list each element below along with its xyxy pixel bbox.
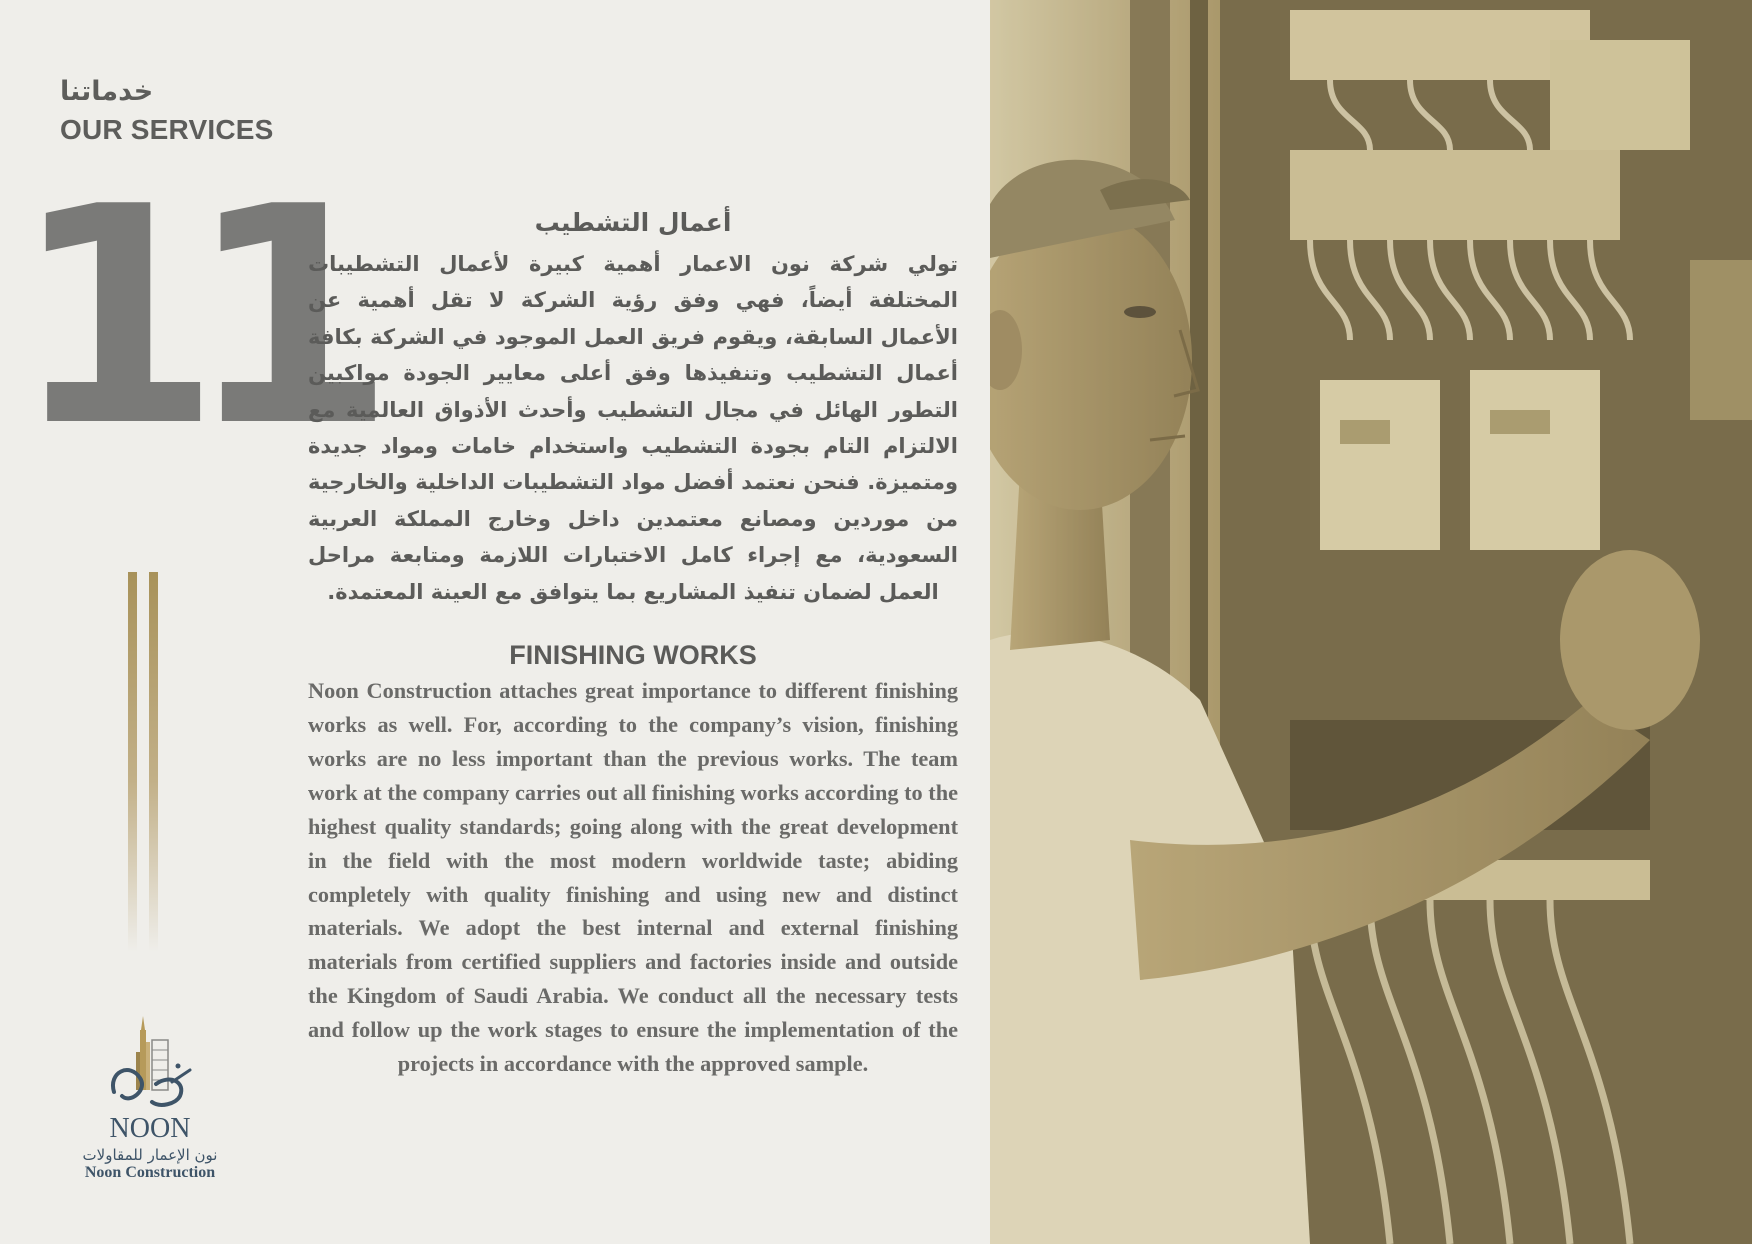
- logo-name-ar: نون الإعمار للمقاولات: [82, 1146, 218, 1164]
- section-title-en: OUR SERVICES: [60, 114, 274, 145]
- service-title-ar: أعمال التشطيب: [534, 208, 732, 237]
- service-body-ar: تولي شركة نون الاعمار أهمية كبيرة لأعمال التشطيبات المختلفة أيضاً، فهي وفق رؤية الشركة لا تقل أهمية عن الأعمال السابقة، ويقوم فريق العمل الموجود في الشركة بكافة أعمال التشطيب وتنفيذها وفق أعلى معايير الجودة مواكبين التطور الهائل في مجال التشطيب وأحدث الأذواق العالمية مع الالتزام التام بجودة التشطيب واستخدام خامات ومواد جديدة ومتميزة. فنحن نعتمد أفضل مواد التشطيبات الداخلية والخارجية من موردين ومصانع معتمدين داخل وخارج المملكة العربية السعودية، مع إجراء كامل الاختبارات اللازمة ومتابعة مراحل العمل لضمان تنفيذ المشاريع بما يتوافق مع العينة المعتمدة.: [308, 252, 958, 604]
- noon-logo-icon: [60, 1012, 240, 1146]
- service-body-en: Noon Construction attaches great importance to different finishing works as well. For, according to the company’s vision, finishing works are no less important than the previous works. The team work at the company carries out all finishing works according to the highest quality standards; going along with the great development in the field with the most modern worldwide taste; abiding completely with quality finishing and using new and distinct materials. We adopt the best internal and external finishing materials from certified suppliers and factories inside and outside the Kingdom of Saudi Arabia. We conduct all the necessary tests and follow up the work stages to ensure the implementation of the projects in accordance with the approved sample.: [308, 678, 958, 1077]
- electrician-photo: [990, 0, 1752, 1244]
- company-logo: [60, 1012, 240, 1182]
- section-title-ar: خدماتنا: [60, 76, 154, 107]
- gold-lines-decoration: [128, 572, 160, 952]
- service-title-en: FINISHING WORKS: [509, 640, 757, 671]
- electrician-photo-icon: [990, 0, 1752, 1244]
- logo-name-en: Noon Construction: [84, 1164, 216, 1181]
- service-content: [308, 200, 958, 1081]
- page-number: 11: [12, 143, 362, 492]
- logo-wordmark: NOON: [109, 1113, 191, 1144]
